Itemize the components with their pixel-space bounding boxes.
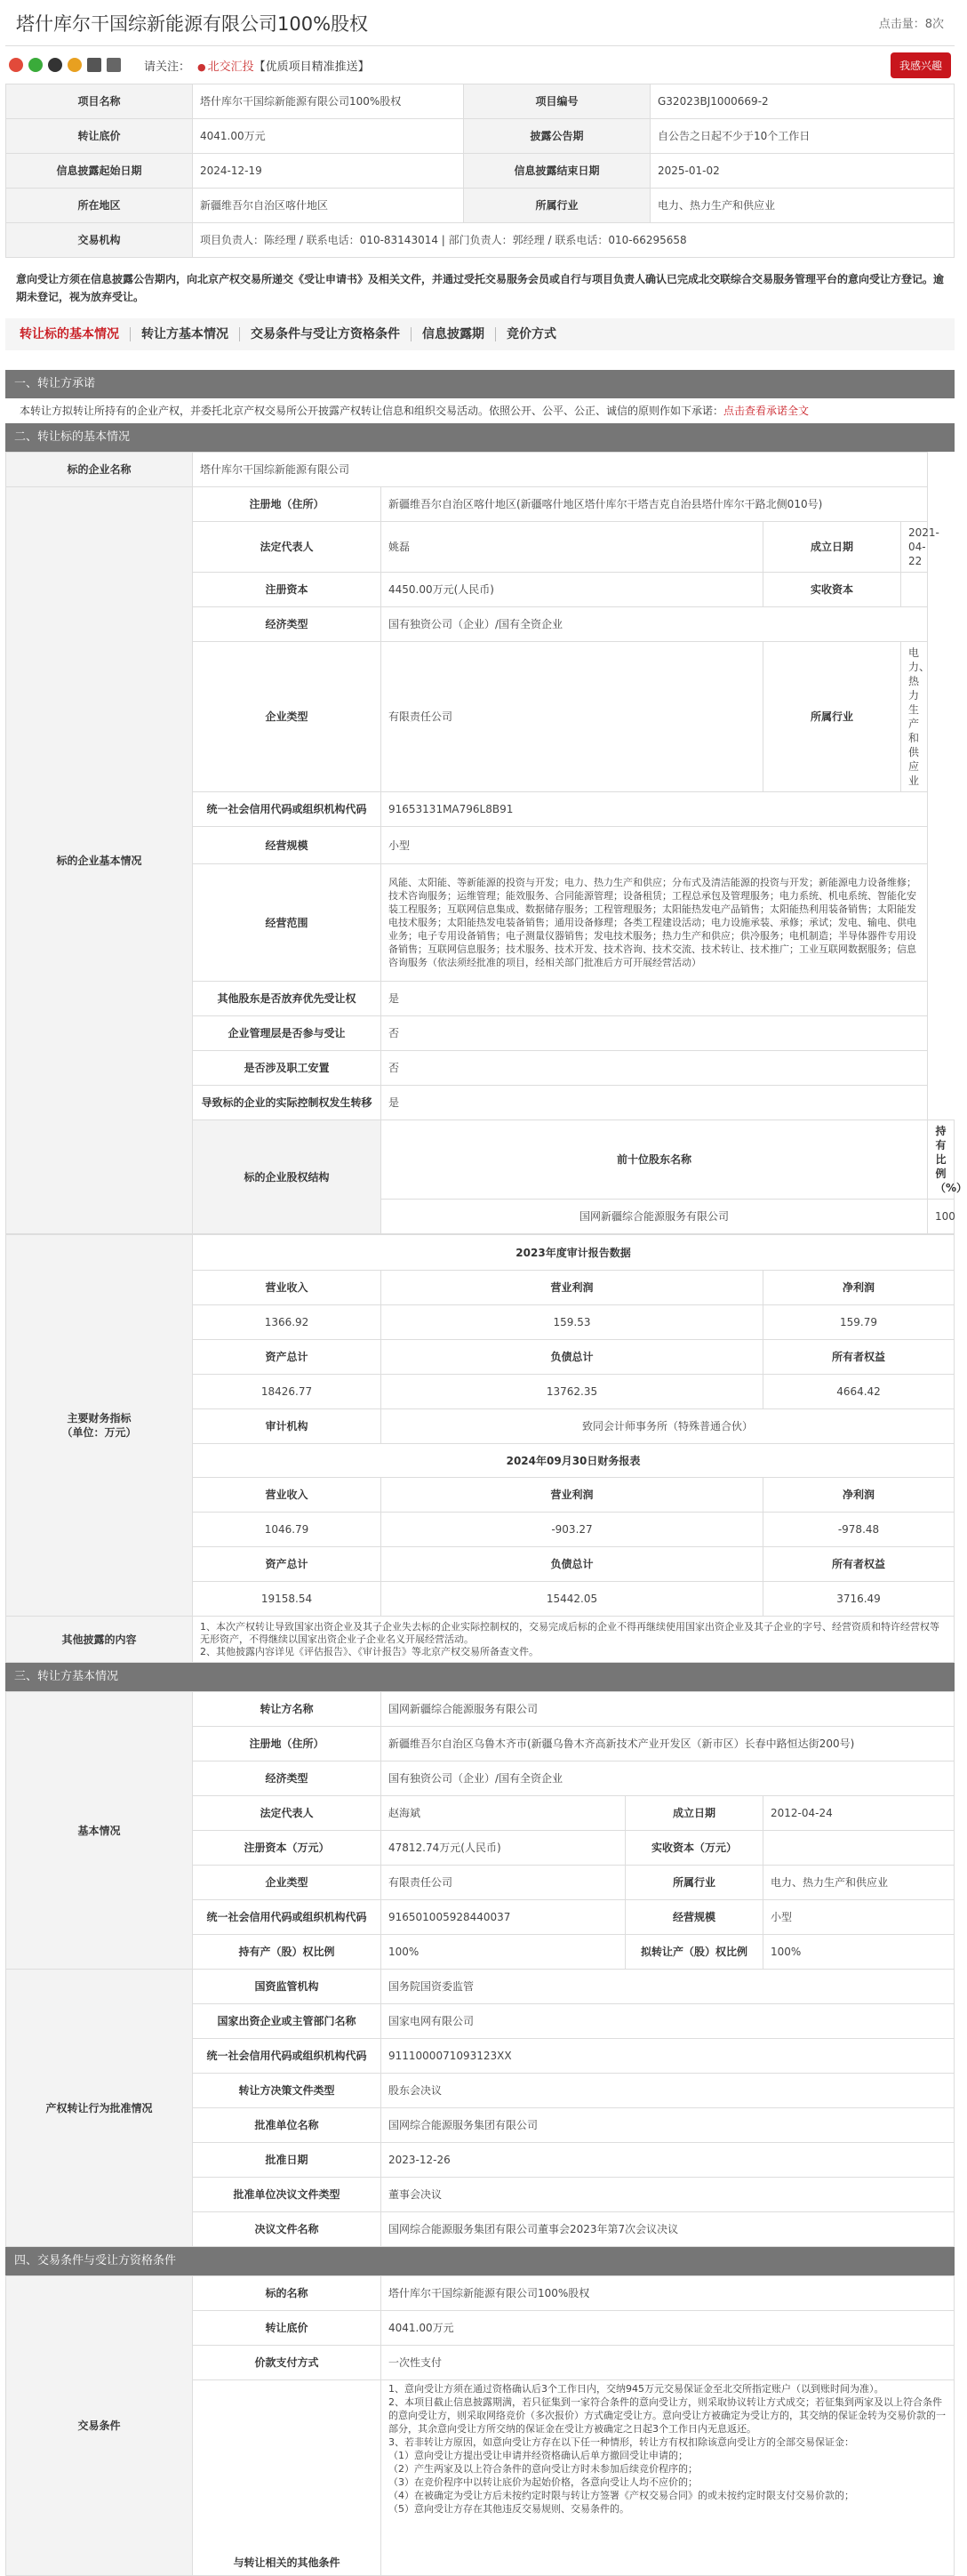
field-value: 100%: [763, 1935, 955, 1970]
basic-info-label: 标的企业基本情况: [6, 487, 193, 1234]
field-value: 2012-04-24: [763, 1796, 955, 1831]
field-value: 有限责任公司: [381, 642, 763, 792]
field-label: 经济类型: [193, 1761, 381, 1796]
field-value: 塔什库尔干国综新能源有限公司100%股权: [381, 2276, 955, 2311]
follow-label: 请关注：: [144, 60, 191, 74]
field-label: 持有产（股）权比例: [193, 1935, 381, 1970]
qzone-icon[interactable]: [68, 58, 82, 72]
fin-col-label: 负债总计: [381, 1340, 763, 1375]
fin-value: 159.53: [381, 1305, 763, 1340]
field-value: 国网综合能源服务集团有限公司董事会2023年第7次会议决议: [381, 2212, 955, 2247]
fin-col-label: 营业收入: [193, 1478, 381, 1513]
fin-col-label: 资产总计: [193, 1340, 381, 1375]
field-value: 是: [381, 982, 928, 1016]
fin-col-label: 净利润: [763, 1271, 955, 1305]
field-label: 所属行业: [763, 642, 901, 792]
approval-label: 产权转让行为批准情况: [6, 1970, 193, 2247]
info-value: 4041.00万元: [193, 119, 464, 154]
section-title-conditions: 四、交易条件与受让方资格条件: [5, 2247, 955, 2275]
field-value: 小型: [381, 827, 928, 864]
share-icons: [9, 58, 121, 72]
table-row: [6, 119, 955, 154]
field-label: 转让方决策文件类型: [193, 2074, 381, 2108]
fin-col-label: 净利润: [763, 1478, 955, 1513]
info-value: 塔什库尔干国综新能源有限公司100%股权: [193, 84, 464, 119]
field-label: 国资监管机构: [193, 1970, 381, 2004]
fin-col-label: 营业收入: [193, 1271, 381, 1305]
info-value: 电力、热力生产和供应业: [651, 189, 955, 223]
fin-value: 13762.35: [381, 1375, 763, 1409]
field-label: 拟转让产（股）权比例: [626, 1935, 763, 1970]
info-value: 新疆维吾尔自治区喀什地区: [193, 189, 464, 223]
other-line-2: 2、其他披露内容详见《评估报告》、《审计报告》等北京产权交易所备查文件。: [200, 1645, 539, 1657]
holder-header-ratio: 持有比例（%）: [928, 1120, 955, 1200]
table-row: [6, 453, 955, 487]
field-label: 注册地（住所）: [193, 1727, 381, 1761]
transferor-basic-label: 基本情况: [6, 1692, 193, 1970]
info-value: 2025-01-02: [651, 154, 955, 189]
info-value: 自公告之日起不少于10个工作日: [651, 119, 955, 154]
field-label: 价款支付方式: [193, 2346, 381, 2380]
section-title-transferor: 三、转让方基本情况: [5, 1663, 955, 1691]
tab-disclosure-period[interactable]: 信息披露期: [412, 327, 496, 341]
table-row: [6, 189, 955, 223]
field-label: 经营规模: [626, 1900, 763, 1935]
field-label: 统一社会信用代码或组织机构代码: [193, 1900, 381, 1935]
share-bar: [5, 46, 955, 84]
table-row: [6, 1692, 955, 1727]
target-table: [5, 452, 967, 1234]
qq-icon[interactable]: [48, 58, 62, 72]
field-value: 9111000071093123XX: [381, 2039, 955, 2074]
target-name-label: 标的企业名称: [6, 453, 193, 487]
field-label: 导致标的企业的实际控制权发生转移: [193, 1086, 381, 1120]
field-label: 成立日期: [763, 522, 901, 573]
bj-link[interactable]: ● 北交汇投: [197, 57, 254, 74]
project-info-table: [5, 84, 955, 258]
fin-value: 159.79: [763, 1305, 955, 1340]
field-label: 法定代表人: [193, 522, 381, 573]
condition-line: （4）在被确定为受让方后未按约定时限与转让方签署《产权交易合同》的或未按约定时限支付交易价款的；: [388, 2490, 854, 2501]
info-label: 项目名称: [6, 84, 193, 119]
fin-value: 1046.79: [193, 1513, 381, 1547]
q-title: 2024年09月30日财务报表: [193, 1444, 955, 1478]
field-value: 新疆维吾尔自治区喀什地区(新疆喀什地区塔什库尔干塔吉克自治县塔什库尔干路北侧010号): [381, 487, 928, 522]
field-label: 决议文件名称: [193, 2212, 381, 2247]
header: [5, 0, 955, 46]
holder-structure-label: 标的企业股权结构: [193, 1120, 381, 1234]
fin-col-label: 营业利润: [381, 1478, 763, 1513]
table-row: [6, 84, 955, 119]
promise-link[interactable]: 点击查看承诺全文: [723, 405, 810, 417]
field-label: 实收资本: [763, 573, 901, 607]
field-label: 其他股东是否放弃优先受让权: [193, 982, 381, 1016]
holder-name: 国网新疆综合能源服务有限公司: [381, 1200, 928, 1234]
field-value: 姚磊: [381, 522, 763, 573]
fin-col-label: 负债总计: [381, 1547, 763, 1582]
condition-line: （2）产生两家及以上符合条件的意向受让方时未参加后续竞价程序的；: [388, 2463, 698, 2475]
push-text: 【优质项目精准推送】: [253, 60, 370, 74]
info-value: 2024-12-19: [193, 154, 464, 189]
field-value: 否: [381, 1051, 928, 1086]
field-label: 批准单位决议文件类型: [193, 2178, 381, 2212]
field-value: 国家电网有限公司: [381, 2004, 955, 2039]
fin-value: 1366.92: [193, 1305, 381, 1340]
fin-value: 15442.05: [381, 1582, 763, 1617]
weibo-icon[interactable]: [9, 58, 23, 72]
field-label: 转让方名称: [193, 1692, 381, 1727]
info-label: 信息披露起始日期: [6, 154, 193, 189]
fin-value: 19158.54: [193, 1582, 381, 1617]
field-label: 企业类型: [193, 1866, 381, 1900]
field-label: 经营规模: [193, 827, 381, 864]
page-title: 塔什库尔干国综新能源有限公司100%股权: [16, 12, 369, 35]
field-value: 小型: [763, 1900, 955, 1935]
other-disclosure-value: [193, 1617, 955, 1663]
condition-line: （5）意向受让方存在其他违反交易规则、交易条件的。: [388, 2503, 629, 2515]
field-value: 一次性支付: [381, 2346, 955, 2380]
print-icon[interactable]: [107, 58, 121, 72]
scope-value: 风能、太阳能、等新能源的投资与开发；电力、热力生产和供应；分布式及清洁能源的投资与开发；新能源电力设备维修；技术咨询服务；运维管理；能效服务、合同能源管理；设备租赁；工程总承包及管理服务；电力系统、机电系统、智能化安装工程服务；互联网信息集成、数据储存服务；工程管理服务；太阳能热发电产品销售；太阳能热利用装备销售；太阳能发电技术服务；太阳能热发电装备销售；通用设备修理；各类工程建设活动；电力设施承装、承修；承试；发电、输电、供电业务；电子专用设备销售；电子测量仪器销售；发电技术服务；热力生产和供应；供冷服务；电机制造；半导体器件专用设备销售；互联网信息服务；技术服务、技术开发、技术咨询、技术交流、技术转让、技术推广；工业互联网数据服务；信息咨询服务（依法须经批准的项目，经相关部门批准后方可开展经营活动）: [381, 864, 928, 982]
field-label: 统一社会信用代码或组织机构代码: [193, 792, 381, 827]
field-value: 国网新疆综合能源服务有限公司: [381, 1692, 955, 1727]
condition-line: （3）在竞价程序中以转让底价为起始价格，各意向受让人均不应价的；: [388, 2476, 698, 2488]
fin-col-label: 营业利润: [381, 1271, 763, 1305]
field-label: 企业类型: [193, 642, 381, 792]
info-value: G32023BJ1000669-2: [651, 84, 955, 119]
field-value: 2021-04-22: [901, 522, 928, 573]
fin-col-label: 所有者权益: [763, 1340, 955, 1375]
fin-col-label: 审计机构: [193, 1409, 381, 1444]
field-value: 董事会决议: [381, 2178, 955, 2212]
fin-value: 4664.42: [763, 1375, 955, 1409]
field-label: 批准单位名称: [193, 2108, 381, 2143]
fin-value: -978.48: [763, 1513, 955, 1547]
field-label: 批准日期: [193, 2143, 381, 2178]
field-value: 4041.00万元: [381, 2311, 955, 2346]
field-value: 国务院国资委监管: [381, 1970, 955, 2004]
field-value: 91650100592844003​7: [381, 1900, 626, 1935]
interest-button[interactable]: 我感兴趣: [891, 52, 951, 78]
field-value: [763, 1831, 955, 1866]
field-value: 电力、热力生产和供应业: [763, 1866, 955, 1900]
fin-value: 18426.77: [193, 1375, 381, 1409]
tab-target-basic[interactable]: 转让标的基本情况: [20, 327, 131, 341]
field-value: 2023-12-26: [381, 2143, 955, 2178]
info-label: 所在地区: [6, 189, 193, 223]
wechat-icon[interactable]: [28, 58, 43, 72]
field-label: 统一社会信用代码或组织机构代码: [193, 2039, 381, 2074]
click-count: 点击量：8次: [878, 18, 944, 31]
fin-value: -903.27: [381, 1513, 763, 1547]
info-label: 披露公告期: [464, 119, 651, 154]
field-label: 国家出资企业或主管部门名称: [193, 2004, 381, 2039]
transferor-table: [5, 1691, 955, 2247]
field-value: 国有独资公司（企业）/国有全资企业: [381, 607, 928, 642]
condition-line: （1）意向受让方提出受让申请并经资格确认后单方撤回受让申请的；: [388, 2450, 688, 2461]
info-label: 转让底价: [6, 119, 193, 154]
field-value: 国网综合能源服务集团有限公司: [381, 2108, 955, 2143]
field-label: 经营范围: [193, 864, 381, 982]
other-line-1: 1、本次产权转让导致国家出资企业及其子企业失去标的企业实际控制权的，交易完成后标的企业不得再继续使用国家出资企业及其子企业的字号、经营资质和特许经营权等无形资产，不得继续以国家出资企业子企业名义开展经营活动。: [200, 1620, 939, 1645]
table-row: [6, 1617, 955, 1663]
notice-text: 意向受让方须在信息披露公告期内，向北京产权交易所递交《受让申请书》及相关文件，并通过受托交易服务会员或自行与项目负责人确认已完成北交联综合交易服务管理平台的意向受让方登记。逾期未登记，视为放弃受让。: [16, 273, 945, 303]
field-value: 新疆维吾尔自治区乌鲁木齐市(新疆乌鲁木齐高新技术产业开发区（新市区）长春中路恒达街200号): [381, 1727, 955, 1761]
tab-bar: [5, 318, 955, 350]
fin-col-label: 资产总计: [193, 1547, 381, 1582]
copy-icon[interactable]: [87, 58, 101, 72]
field-label: 与转让相关的其他条件: [193, 2380, 381, 2576]
field-label: 成立日期: [626, 1796, 763, 1831]
target-name-value: 塔什库尔干国综新能源有限公司: [193, 453, 928, 487]
field-label: 所属行业: [626, 1866, 763, 1900]
field-value: 赵海斌: [381, 1796, 626, 1831]
condition-line: 2、本项目截止信息披露期满，若只征集到一家符合条件的意向受让方，则采取协议转让方式成交；若征集到两家及以上符合条件的意向受让方，则采取网络竞价（多次报价）方式确定受让方。意向受让方被确定为受让方的，其交纳的保证金转为交易价款的一部分，其余意向受让方所交纳的保证金在受让方被确定之日起3个工作日内无息返还。: [388, 2396, 946, 2435]
finance-label: 主要财务指标 （单位：万元）: [6, 1235, 193, 1617]
field-label: 法定代表人: [193, 1796, 381, 1831]
promise-body: 本转让方拟转让所持有的企业产权，并委托北京产权交易所公开披露产权转让信息和组织交易活动。依照公开、公平、公正、诚信的原则作如下承诺：: [20, 405, 724, 417]
field-value: 4450.00万元(人民币): [381, 573, 763, 607]
fy-title: 2023年度审计报告数据: [193, 1235, 955, 1271]
holder-ratio: 100: [928, 1200, 955, 1234]
field-value: 47812.74万元(人民币): [381, 1831, 626, 1866]
info-label: 项目编号: [464, 84, 651, 119]
field-value: 有限责任公司: [381, 1866, 626, 1900]
agency-value: 项目负责人：陈经理 / 联系电话：010-83143014 | 部门负责人：郭经理 / 联系电话：010-66295658: [193, 223, 955, 258]
table-row: [6, 1235, 955, 1271]
table-row: [6, 223, 955, 258]
section-title-target: 二、转让标的基本情况: [5, 423, 955, 452]
field-label: 实收资本（万元）: [626, 1831, 763, 1866]
field-label: 标的名称: [193, 2276, 381, 2311]
field-value: 国有独资公司（企业）/国有全资企业: [381, 1761, 955, 1796]
field-value: 电力、热力生产和供应业: [901, 642, 928, 792]
field-label: 转让底价: [193, 2311, 381, 2346]
audit-value: 致同会计师事务所（特殊普通合伙）: [381, 1409, 955, 1444]
field-value: 否: [381, 1016, 928, 1051]
fin-value: 3716.49: [763, 1582, 955, 1617]
field-label: 经济类型: [193, 607, 381, 642]
promise-text: [5, 398, 955, 423]
conditions-table: [5, 2275, 955, 2576]
field-value: [901, 573, 928, 607]
field-value: 91653131MA796L8B91: [381, 792, 928, 827]
table-row: [6, 1970, 955, 2004]
holder-header-name: 前十位股东名称: [381, 1120, 928, 1200]
section-title-promise: 一、转让方承诺: [5, 370, 955, 398]
fin-col-label: 所有者权益: [763, 1547, 955, 1582]
field-label: 是否涉及职工安置: [193, 1051, 381, 1086]
finance-table: [5, 1234, 955, 1663]
field-label: 注册资本: [193, 573, 381, 607]
field-value: 股东会决议: [381, 2074, 955, 2108]
field-value: 100%: [381, 1935, 626, 1970]
condition-line: 1、意向受让方须在通过资格确认后3个工作日内，交纳945万元交易保证金至北交所指定账户（以到账时间为准）。: [388, 2383, 884, 2395]
condition-line: 3、若非转让方原因，如意向受让方存在以下任一种情形，转让方有权扣除该意向受让方的全部交易保证金：: [388, 2436, 854, 2448]
other-conditions: [381, 2380, 955, 2576]
table-row: [6, 2276, 955, 2311]
tab-bidding-method[interactable]: 竞价方式: [507, 327, 556, 341]
info-label: 所属行业: [464, 189, 651, 223]
table-row: [6, 154, 955, 189]
tab-transferor-basic[interactable]: 转让方基本情况: [131, 327, 240, 341]
table-row: [6, 487, 955, 522]
info-label: 交易机构: [6, 223, 193, 258]
field-label: 企业管理层是否参与受让: [193, 1016, 381, 1051]
tab-conditions[interactable]: 交易条件与受让方资格条件: [240, 327, 412, 341]
trade-conditions-label: 交易条件: [6, 2276, 193, 2576]
field-label: 注册地（住所）: [193, 487, 381, 522]
field-label: 注册资本（万元）: [193, 1831, 381, 1866]
info-label: 信息披露结束日期: [464, 154, 651, 189]
other-disclosure-label: 其他披露的内容: [6, 1617, 193, 1663]
field-value: 是: [381, 1086, 928, 1120]
